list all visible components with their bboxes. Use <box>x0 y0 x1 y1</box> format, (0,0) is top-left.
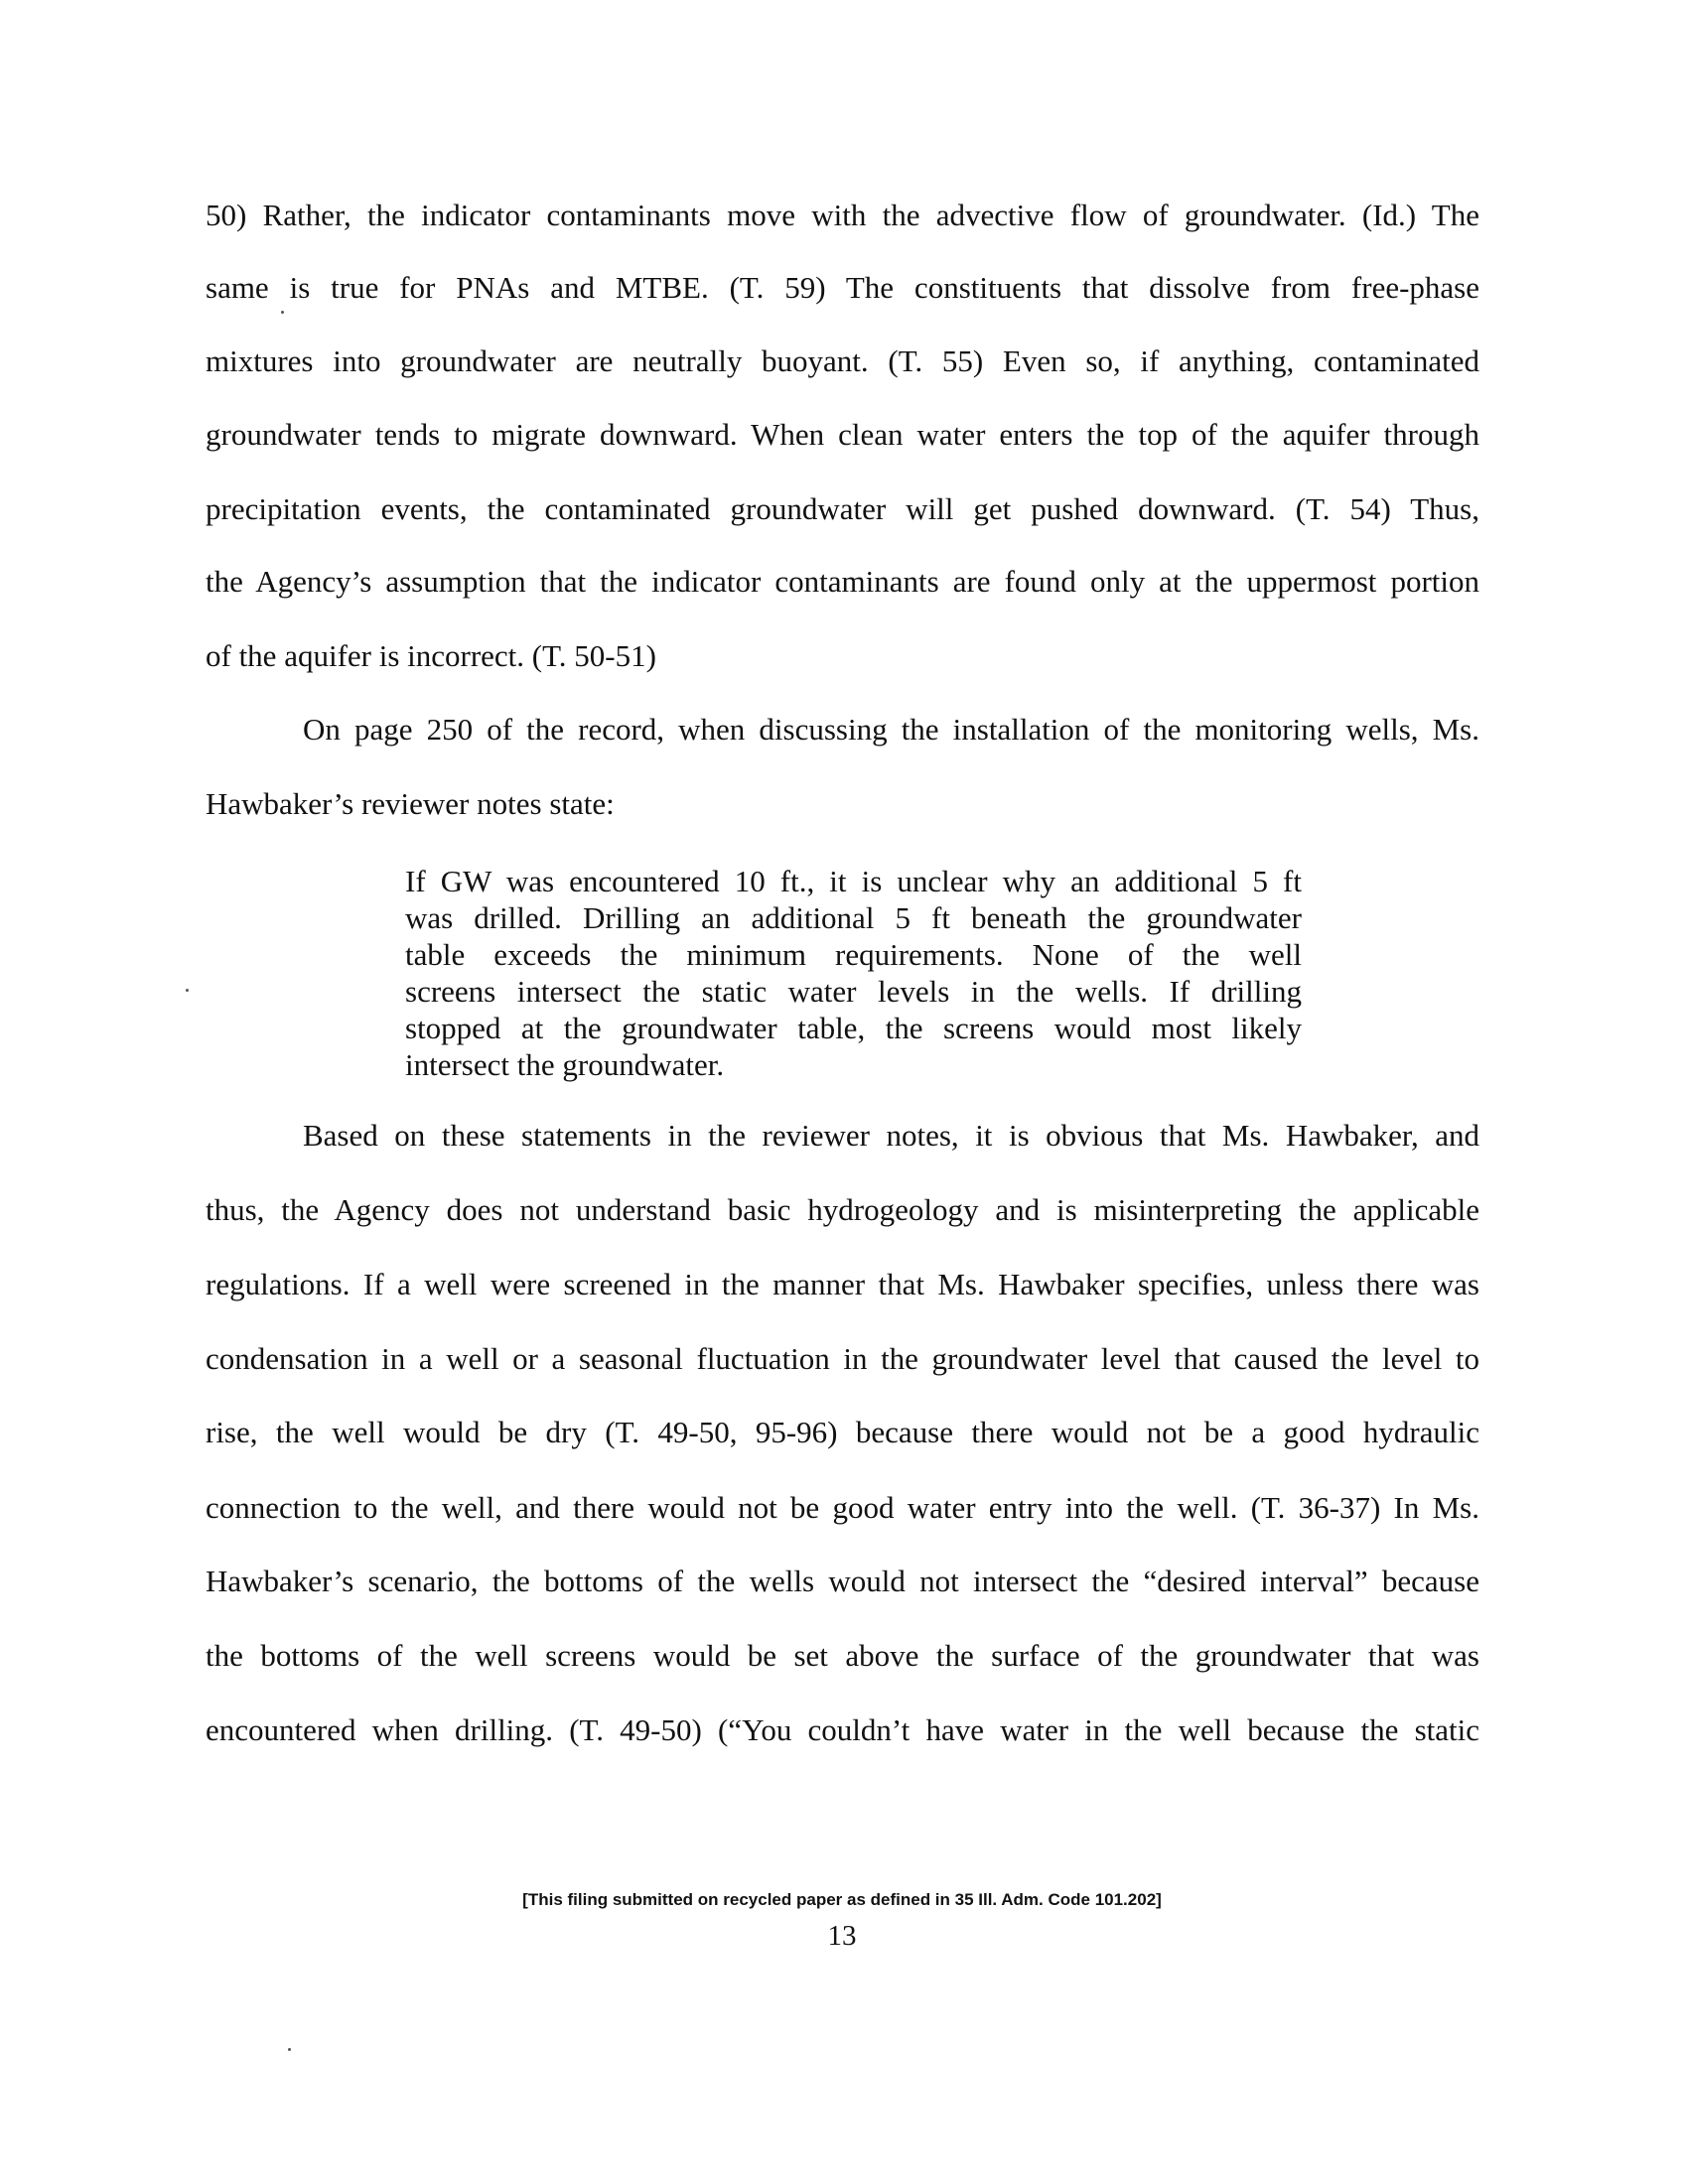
recycled-paper-footer-note: [This filing submitted on recycled paper as defined in 35 Ill. Adm. Code 101.202] <box>522 1890 1162 1909</box>
paragraph-3-line-8: the bottoms of the well screens would be set above the surface of the groundwater that was <box>206 1638 1479 1673</box>
block-quote-line-1: If GW was encountered 10 ft., it is unclear why an additional 5 ft <box>405 864 1302 898</box>
scan-speck <box>281 311 284 314</box>
paragraph-3-line-2: thus, the Agency does not understand basic hydrogeology and is misinterpreting the applicable <box>206 1192 1479 1227</box>
paragraph-1-line-7: of the aquifer is incorrect. (T. 50-51) <box>206 638 656 673</box>
paragraph-2-line-2: Hawbaker’s reviewer notes state: <box>206 786 615 821</box>
scan-speck <box>186 989 189 992</box>
block-quote-line-6: intersect the groundwater. <box>405 1047 725 1082</box>
paragraph-3-line-7: Hawbaker’s scenario, the bottoms of the wells would not intersect the “desired interval” because <box>206 1564 1479 1598</box>
paragraph-1-line-4: groundwater tends to migrate downward. When clean water enters the top of the aquifer through <box>206 417 1479 452</box>
paragraph-1-line-3: mixtures into groundwater are neutrally buoyant. (T. 55) Even so, if anything, contaminated <box>206 343 1479 378</box>
block-quote-line-4: screens intersect the static water levels in the wells. If drilling <box>405 974 1302 1009</box>
paragraph-1-line-5: precipitation events, the contaminated groundwater will get pushed downward. (T. 54) Thus, <box>206 491 1479 526</box>
paragraph-3-line-5: rise, the well would be dry (T. 49-50, 95-96) because there would not be a good hydraulic <box>206 1415 1479 1449</box>
paragraph-3-line-1: Based on these statements in the reviewer notes, it is obvious that Ms. Hawbaker, and <box>303 1118 1479 1153</box>
page-number: 13 <box>827 1920 857 1952</box>
paragraph-1-line-6: the Agency’s assumption that the indicator contaminants are found only at the uppermost portion <box>206 564 1479 599</box>
paragraph-1-line-1: 50) Rather, the indicator contaminants move with the advective flow of groundwater. (Id.) The <box>206 198 1479 232</box>
paragraph-3-line-4: condensation in a well or a seasonal fluctuation in the groundwater level that caused the level to <box>206 1341 1479 1376</box>
paragraph-1-line-2: same is true for PNAs and MTBE. (T. 59) The constituents that dissolve from free-phase <box>206 270 1479 305</box>
block-quote-line-3: table exceeds the minimum requirements. None of the well <box>405 937 1302 972</box>
paragraph-3-line-3: regulations. If a well were screened in the manner that Ms. Hawbaker specifies, unless there was <box>206 1267 1479 1301</box>
paragraph-3-line-9: encountered when drilling. (T. 49-50) (“You couldn’t have water in the well because the static <box>206 1712 1479 1747</box>
block-quote-line-5: stopped at the groundwater table, the screens would most likely <box>405 1011 1302 1045</box>
paragraph-2-line-1: On page 250 of the record, when discussing the installation of the monitoring wells, Ms. <box>303 712 1479 747</box>
block-quote-line-2: was drilled. Drilling an additional 5 ft beneath the groundwater <box>405 900 1302 935</box>
scan-speck <box>288 2048 291 2051</box>
paragraph-3-line-6: connection to the well, and there would not be good water entry into the well. (T. 36-37) In Ms. <box>206 1490 1479 1525</box>
